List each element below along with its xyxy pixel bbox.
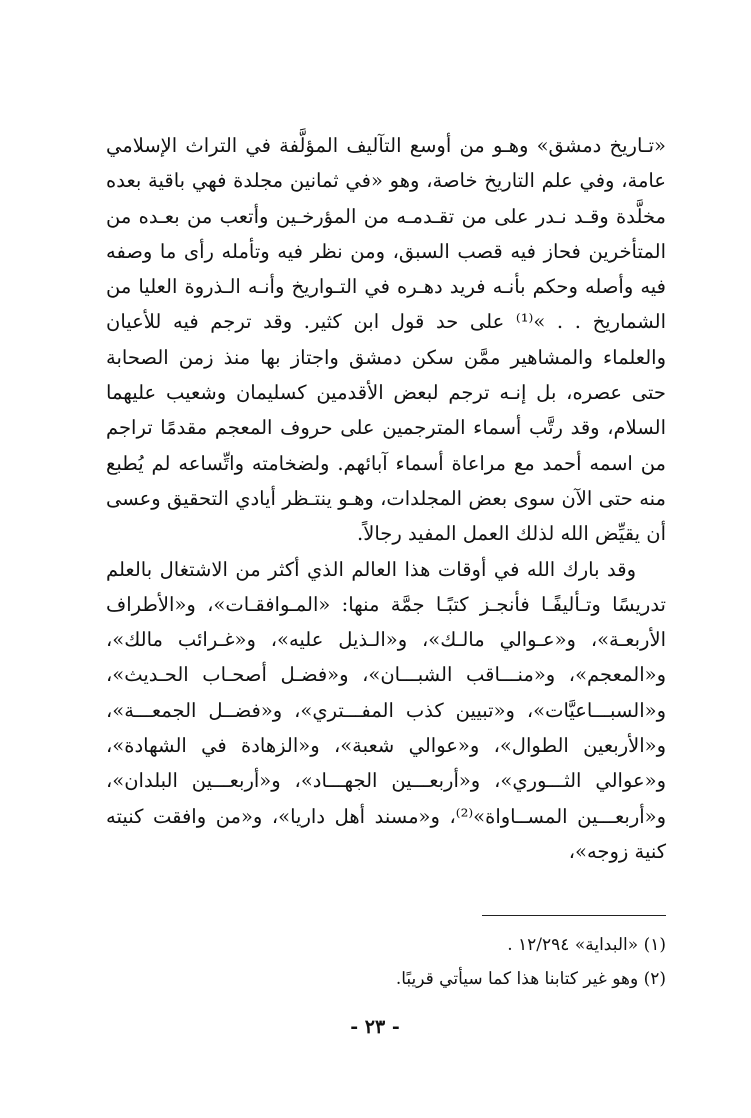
footnote-2: (٢) وهو غير كتابنا هذا كما سيأتي قريبًا.: [395, 969, 666, 989]
paragraph-2: وقد بارك الله في أوقات هذا العالم الذي أكثر من الاشتغال بالعلم تدريسًا وتـأليفًـا فأنجـز كتبًـا جمَّة منها: «المـوافقـات»، و«الأطراف الأربعـة»، و«عـوالي مالـك»، و«الـذيل عليه»، و«غـرائب مالك»، و«المعجم»، و«منـــاقب الشبـــان»، و«فضـل أصحـاب الحـديث»، و«السبـــاعيَّات»، و«تبيين كذب المفـــتري»، و«فضــل الجمعـــة»، و«الأربعين الطوال»، و«عوالي شعبة»، و«الزهادة في الشهادة»، و«عوالي الثـــوري»، و«أربعـــين الجهـــاد»، و«أربعـــين البلدان»، و«أربعـــين المســاواة»⁽²⁾، و«مسند أهل داريا»، و«من وافقت كنيته كنية زوجه»،: [106, 557, 667, 863]
paragraph-1: «تـاريخ دمشق» وهـو من أوسع التآليف المؤلَّفة في التراث الإسلامي عامة، وفي علم التاريخ خاصة، وهو «في ثمانين مجلدة فهي باقية بعده مخلَّدة وقـد نـدر على من تقـدمـه من المؤرخـين وأتعب من بعـده من المتأخرين فحاز فيه قصب السبق، ومن نظر فيه وتأمله رأى ما وصفه فيه وأصله وحكم بأنـه فريد دهـره في التـواريخ وأنـه الـذروة العليا من الشماريخ . . »⁽¹⁾ على حد قول ابن كثير. وقد ترجم فيه للأعيان والعلماء والمشاهير ممَّن سكن دمشق واجتاز بها منذ زمن الصحابة حتى عصره، بل إنـه ترجم لبعض الأقدمين كسليمان وشعيب عليهما السلام، وقد رتَّب أسماء المترجمين على حروف المعجم مقدمًا تراجم من اسمه أحمد مع مراعاة أسماء آبائهم. ولضخامته واتِّساعه لم يُطبع منه حتى الآن سوى بعض المجلدات، وهـو ينتـظر أيادي التحقيق وعسى أن يقيِّض الله لذلك العمل المفيد رجالاً.: [106, 134, 666, 546]
footnotes: [300, 928, 666, 996]
main-text: [106, 128, 666, 869]
footnote-separator: [482, 915, 666, 916]
page-number: - ٢٣ -: [350, 1016, 400, 1038]
footnote-1: (١) «البداية» ١٢/٢٩٤ .: [507, 935, 666, 955]
